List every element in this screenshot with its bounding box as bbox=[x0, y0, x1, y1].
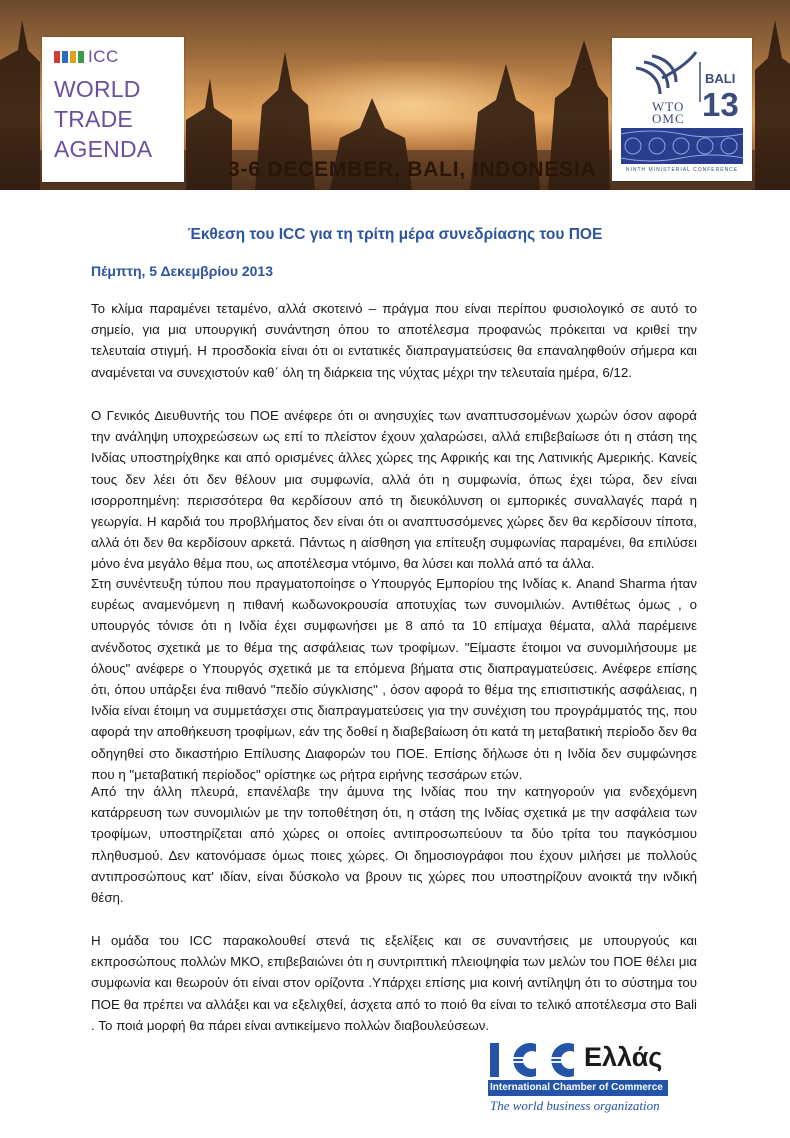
paragraph-3: Στη συνέντευξη τύπου που πραγματοποίησε ο Υπουργός Εμπορίου της Ινδίας κ. Anand Sharma ήταν ευρέως αναμενόμενη η πιθανή κωδωνοκρουσία αποτυχίας των συνομιλιών. Αντιθέτως όμως , ο υπουργός τόνισε ότι η Ινδία έχει συμφωνήσει με 8 από τα 10 επίμαχα θέματα, αλλά παρέμεινε ανένδοτος σχετικά με το θέμα της ασφάλειας των τροφίμων. "Είμαστε έτοιμοι να συνομιλήσουμε με όλους" ανέφερε ο Υπουργός σχετικά με τα επόμενα βήματα στις διαπραγματεύσεις. Ανέφερε επίσης ότι, όπου υπάρξει ένα πιθανό "πεδίο σύγκλισης" , όσον αφορά το θέμα της επισιτιστικής ασφάλειας, η Ινδία είναι έτοιμη να συμμετάσχει στις διαπραγματεύσεις για την συνέχιση του προγράμματός της, που αφορά την αποθήκευση τροφίμων, εάν της δοθεί η διαβεβαίωση ότι κατά τη μεταβατική περίοδο δεν θα οδηγηθεί στο δικαστήριο Επίλυσης Διαφορών του ΠΟΕ. Επίσης δήλωσε ότι η Ινδία δεν συμφώνησε που η "μεταβατική περίοδος" ορίστηκε ως ρήτρα ειρήνης τεσσάρων ετών. bbox=[91, 576, 697, 782]
icc-world-trade-agenda-logo bbox=[42, 37, 184, 182]
paragraph-5: Η ομάδα του ICC παρακολουθεί στενά τις εξελίξεις και σε συναντήσεις με υπουργούς και εκπροσώπους πολλών ΜΚΟ, επιβεβαιώνει ότι η συντριπτική πλειοψηφία των μελών του ΠΟΕ θέλει μια συμφωνία και θεωρούν ότι είναι στον ορίζοντα .Υπάρχει επίσης μια κοινή αντίληψη ότι το σύστημα του ΠΟΕ θα πρέπει να αλλάξει και να εξελιχθεί, άσχετα από το ποιό θα είναι το τελικό αποτέλεσμα στο Bali . Το ποιά μορφή θα πάρει είναι αντικείμενο πολλών διαβουλεύσεων. bbox=[91, 933, 697, 1033]
icc-logo-line-1: WORLD bbox=[54, 76, 141, 102]
icc-logo-line-2: TRADE bbox=[54, 106, 133, 132]
wto-decorative-band bbox=[621, 128, 743, 164]
icc-hellas-word: Ελλάς bbox=[584, 1042, 663, 1072]
wto-acronym-fr: OMC bbox=[652, 111, 685, 126]
wto-subtitle: NINTH MINISTERIAL CONFERENCE bbox=[625, 167, 739, 173]
icc-logo-line-3: AGENDA bbox=[54, 136, 153, 162]
wto-acronym bbox=[652, 101, 685, 125]
paragraph-2: Ο Γενικός Διευθυντής του ΠΟΕ ανέφερε ότι οι ανησυχίες των αναπτυσσομένων χωρών όσον αφορά την ανάληψη υποχρεώσεων ως επί το πλείστον έχουν χαλαρώσει, αλλά επιβεβαίωσε ότι η στάση της Ινδίας υποστηρίχθηκε και από ορισμένες άλλες χώρες της Αφρικής και της Λατινικής Αμερικής. Κανείς τους δεν λέει ότι δεν θέλουν μια συμφωνία, αλλά ότι η συμφωνία, όπως έχει τώρα, δεν είναι ισορροπημένη: περισσότερα θα κερδίσουν από τη διευκόλυνση οι εμπορικές συναλλαγές παρά η γεωργία. Η καρδιά του προβλήματος δεν είναι ότι οι αναπτυσσόμενες χώρες δεν θα κερδίσουν τίποτα, αλλά ότι δεν θα κερδίσουν αρκετά. Πάντως η αίσθηση για επίτευξη συμφωνίας παραμένει, θα επιλύσει μόνο ένα μεγάλο θέμα που, ως αποτέλεσμα ντόμινο, θα λύσει και πολλά από τα άλλα. bbox=[91, 408, 697, 572]
document-title: Έκθεση του ICC για τη τρίτη μέρα συνεδρίασης του ΠΟΕ bbox=[187, 226, 603, 243]
wto-bali-label: BALI bbox=[705, 71, 736, 86]
icc-logo-small-text: ICC bbox=[88, 47, 119, 66]
wto-globe-icon bbox=[622, 48, 702, 104]
icc-hellas-logo bbox=[488, 1040, 692, 1130]
wto-bali-logo bbox=[612, 38, 752, 181]
header-banner bbox=[0, 0, 790, 190]
wto-ministerial-number: 13 bbox=[702, 86, 739, 123]
icc-hellas-bar: International Chamber of Commerce bbox=[488, 1080, 668, 1096]
wto-acronym-en: WTO bbox=[652, 99, 685, 114]
event-dates: 3-6 DECEMBER, BALI, INDONESIA bbox=[228, 158, 597, 181]
icc-hellas-tagline: The world business organization bbox=[490, 1098, 660, 1113]
icc-mark-icon bbox=[488, 1040, 580, 1080]
batik-pattern-icon bbox=[621, 128, 743, 164]
document-date: Πέμπτη, 5 Δεκεμβρίου 2013 bbox=[91, 263, 273, 279]
icc-color-bars-icon bbox=[54, 51, 84, 63]
icc-logo-header bbox=[54, 47, 119, 67]
paragraph-4: Από την άλλη πλευρά, επανέλαβε την άμυνα της Ινδίας που την κατηγορούν για ενδεχόμενη κατάρρευση των συνομιλιών με την τοποθέτηση ότι, η στάση της Ινδίας σχετικά με την ασφάλεια των τροφίμων, υποστηρίζεται από χώρες οι οποίες αντιπροσωπεύουν τα δύο τρίτα του παγκόσμιου πληθυσμού. Δεν κατονόμασε όμως ποιες χώρες. Οι δημοσιογράφοι που έχουν μιλήσει με πολλούς αντιπροσώπους κατ' ιδίαν, είναι δύσκολο να βρουν τις χώρες που υποστηρίζουν ανοικτά την ινδική θέση. bbox=[91, 784, 697, 906]
paragraph-1: Το κλίμα παραμένει τεταμένο, αλλά σκοτεινό – πράγμα που είναι περίπου φυσιολογικό σε αυτό το σημείο, για μια υπουργική συνάντηση όπου το αποτέλεσμα προφανώς πρόκειται να κριθεί την τελευταία στιγμή. Η προσδοκία είναι ότι οι εντατικές διαπραγματεύσεις θα επαναληφθούν σήμερα και αναμένεται να συνεχιστούν καθ΄ όλη τη διάρκεια της νύχτας μέχρι την τελευταία ημέρα, 6/12. bbox=[91, 301, 697, 380]
